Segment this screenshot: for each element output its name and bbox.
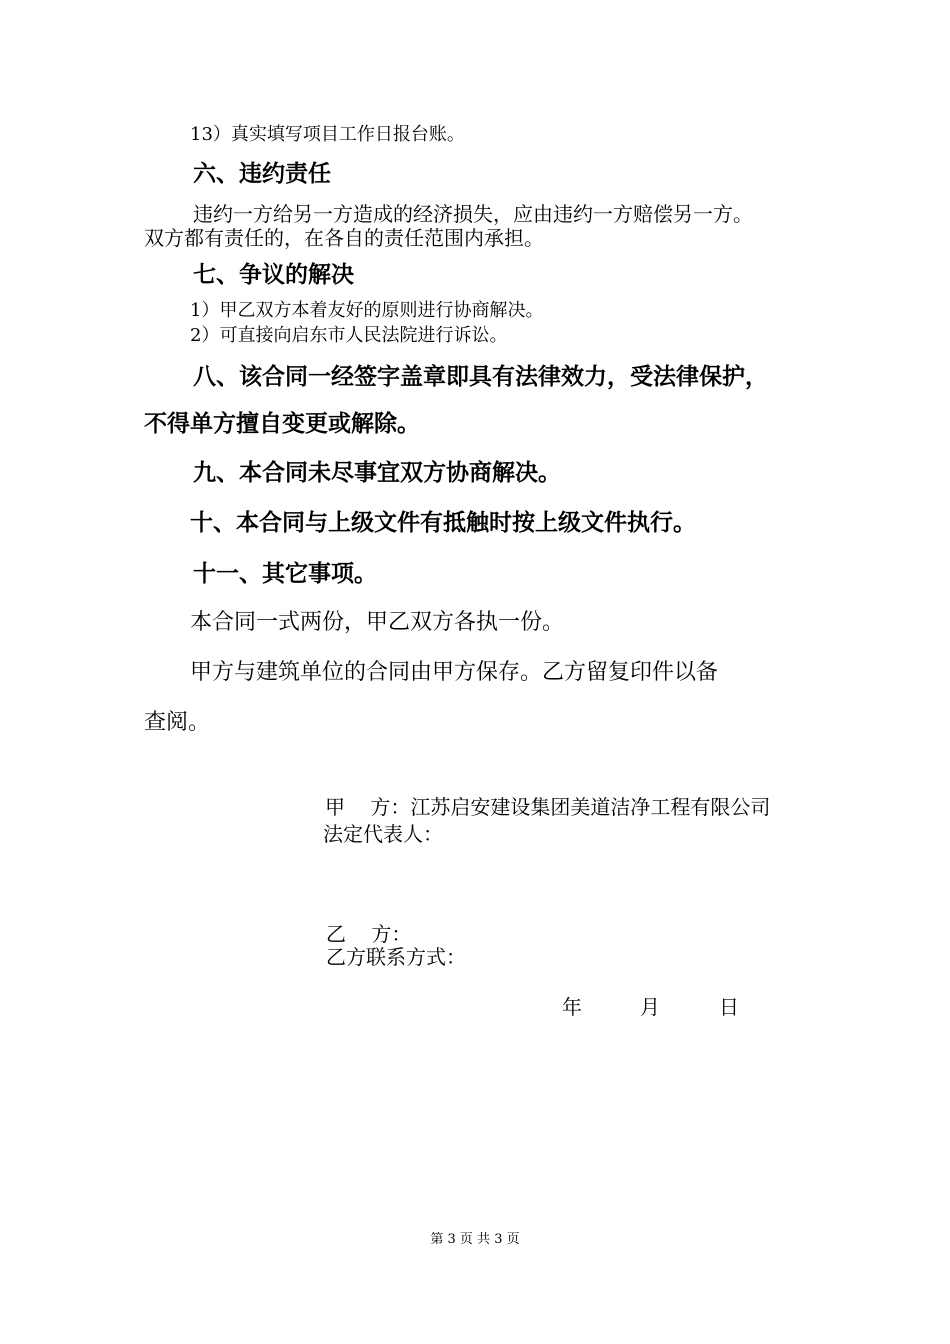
section-11-paragraph-1: 本合同一式两份，甲乙双方各执一份。 <box>190 610 565 635</box>
section-11-paragraph-2-line-2: 查阅。 <box>144 710 211 735</box>
date-year: 年 <box>562 995 582 1019</box>
section-9: 九、本合同未尽事宜双方协商解决。 <box>193 460 561 486</box>
page-footer: 第 3 页 共 3 页 <box>430 1232 520 1247</box>
section-11-paragraph-2-line-1: 甲方与建筑单位的合同由甲方保存。乙方留复印件以备 <box>190 660 719 685</box>
section-10: 十、本合同与上级文件有抵触时按上级文件执行。 <box>190 510 696 536</box>
section-7-item-1: 1）甲乙双方本着友好的原则进行协商解决。 <box>190 300 544 321</box>
item-13: 13）真实填写项目工作日报台账。 <box>190 124 465 145</box>
section-6-title: 六、违约责任 <box>193 161 331 187</box>
section-11-title: 十一、其它事项。 <box>193 561 377 587</box>
section-6-line-1: 违约一方给另一方造成的经济损失，应由违约一方赔偿另一方。 <box>193 202 753 226</box>
signature-party-b: 乙 方： <box>326 922 412 946</box>
section-7-item-2: 2）可直接向启东市人民法院进行诉讼。 <box>190 325 508 346</box>
date-month: 月 <box>640 995 660 1019</box>
signature-legal-representative: 法定代表人： <box>323 822 443 846</box>
section-7-title: 七、争议的解决 <box>193 262 354 288</box>
section-8-line-2: 不得单方擅自变更或解除。 <box>144 411 420 437</box>
section-6-line-2: 双方都有责任的，在各自的责任范围内承担。 <box>144 226 544 250</box>
date-day: 日 <box>719 995 739 1019</box>
section-8-line-1: 八、该合同一经签字盖章即具有法律效力，受法律保护， <box>193 364 768 390</box>
signature-party-a: 甲 方：江苏启安建设集团美道洁净工程有限公司 <box>325 795 771 819</box>
signature-party-b-contact: 乙方联系方式： <box>326 945 466 969</box>
